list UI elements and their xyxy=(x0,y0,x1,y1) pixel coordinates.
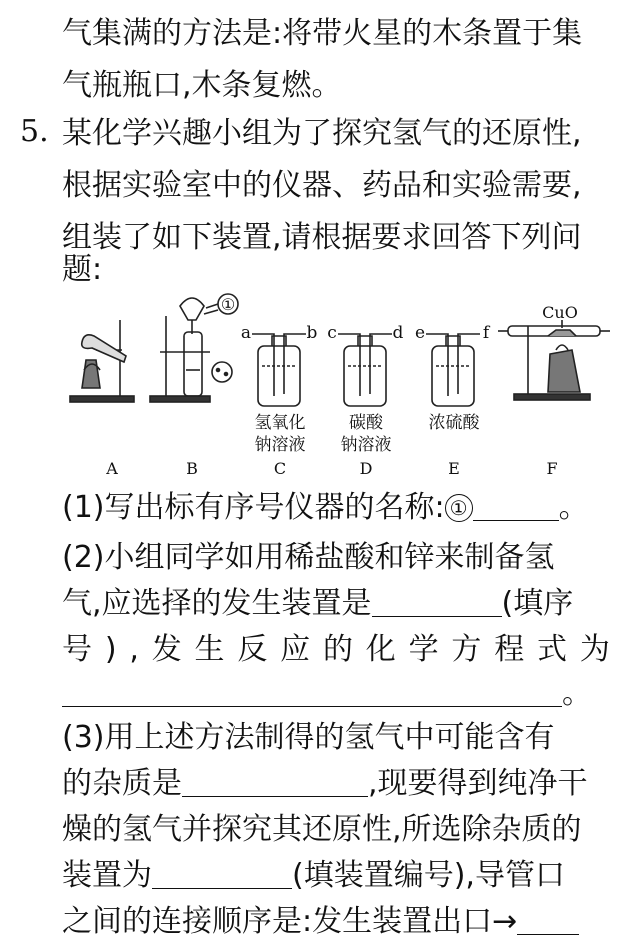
wash-bottle-d xyxy=(338,334,392,406)
prev-answer-line-1: 气集满的方法是:将带火星的木条置于集 xyxy=(62,16,583,51)
q2-char: 式 xyxy=(537,632,568,667)
q2-line-3 xyxy=(62,630,610,670)
port-c: c xyxy=(327,323,337,343)
q1-answer-blank[interactable] xyxy=(473,490,559,521)
label-d-line1: 碳酸 xyxy=(349,413,383,433)
q2-char: 化 xyxy=(365,632,396,667)
letter-f: F xyxy=(546,459,558,478)
port-b: b xyxy=(306,323,318,343)
q2-char: ) xyxy=(104,632,117,667)
q3-line-2-tail: ,现要得到纯净干 xyxy=(368,766,588,801)
label-e: 浓硫酸 xyxy=(428,413,480,433)
port-f: f xyxy=(482,323,490,343)
q1-end: 。 xyxy=(558,490,589,525)
label-c-line2: 钠溶液 xyxy=(254,435,306,455)
q1-text: (1)写出标有序号仪器的名称: xyxy=(62,490,445,525)
q2-char: 方 xyxy=(451,632,482,667)
cuo-label: CuO xyxy=(542,303,578,322)
q3-line-4-text: 装置为 xyxy=(62,858,152,893)
letter-c: C xyxy=(273,459,287,478)
q2-char: 程 xyxy=(494,632,525,667)
question-stem-line-4: 题: xyxy=(62,252,103,287)
q2-char: 的 xyxy=(322,632,353,667)
q2-line-1: (2)小组同学如用稀盐酸和锌来制备氢 xyxy=(62,540,555,575)
q3-line-2 xyxy=(62,764,640,804)
q2-line-2-tail: (填序 xyxy=(501,586,574,621)
q2-line-2 xyxy=(62,584,640,624)
apparatus-f xyxy=(498,320,610,400)
q3-line-3: 燥的氢气并探究其还原性,所选除杂质的 xyxy=(62,812,582,847)
callout-1 xyxy=(206,294,238,314)
letter-b: B xyxy=(186,459,198,478)
question-stem-line-3: 组装了如下装置,请根据要求回答下列问 xyxy=(62,220,582,255)
q3-line-5-text: 之间的连接顺序是:发生装置出口→ xyxy=(62,904,518,939)
question-stem-line-2: 根据实验室中的仪器、药品和实验需要, xyxy=(62,168,582,203)
q2-line-2-text: 气,应选择的发生装置是 xyxy=(62,586,372,621)
q3-device-blank[interactable] xyxy=(152,858,292,889)
wash-bottle-c xyxy=(252,334,306,406)
prev-answer-line-2: 气瓶瓶口,木条复燃。 xyxy=(62,68,342,103)
q1-line xyxy=(62,488,640,528)
q3-line-4-tail: (填装置编号),导管口 xyxy=(292,858,565,893)
label-c-line1: 氢氧化 xyxy=(254,413,306,433)
q2-char: 学 xyxy=(408,632,439,667)
q1-circle: ① xyxy=(445,494,473,522)
label-d-line2: 钠溶液 xyxy=(340,435,392,455)
port-d: d xyxy=(392,323,404,343)
port-e: e xyxy=(414,323,426,343)
q2-apparatus-blank[interactable] xyxy=(372,586,502,617)
apparatus-b xyxy=(150,298,232,402)
callout-label: ① xyxy=(220,295,236,314)
apparatus-a xyxy=(70,320,134,402)
q2-char: 发 xyxy=(151,632,182,667)
letter-a: A xyxy=(106,459,118,478)
question-stem-line-1: 某化学兴趣小组为了探究氢气的还原性, xyxy=(62,116,582,151)
q3-line-2-text: 的杂质是 xyxy=(62,766,182,801)
q2-equation-blank[interactable] xyxy=(62,676,562,707)
port-a: a xyxy=(240,323,252,343)
wash-bottle-e xyxy=(426,334,480,406)
q2-char: 生 xyxy=(194,632,225,667)
q2-char: , xyxy=(129,632,139,667)
letter-e: E xyxy=(448,459,460,478)
q2-char: 为 xyxy=(579,632,610,667)
q2-char: 号 xyxy=(62,632,92,667)
q3-line-5 xyxy=(62,902,640,942)
q3-line-1: (3)用上述方法制得的氢气中可能含有 xyxy=(62,720,555,755)
q2-char: 反 xyxy=(237,632,268,667)
q2-end: 。 xyxy=(562,676,592,711)
q3-order-blank[interactable] xyxy=(517,904,579,935)
q3-line-4 xyxy=(62,856,640,896)
apparatus-figure xyxy=(0,290,640,480)
q2-line-4 xyxy=(62,674,640,714)
q2-char: 应 xyxy=(280,632,311,667)
question-number: 5. xyxy=(20,114,49,149)
letter-d: D xyxy=(359,459,373,478)
q3-impurity-blank[interactable] xyxy=(182,766,368,797)
